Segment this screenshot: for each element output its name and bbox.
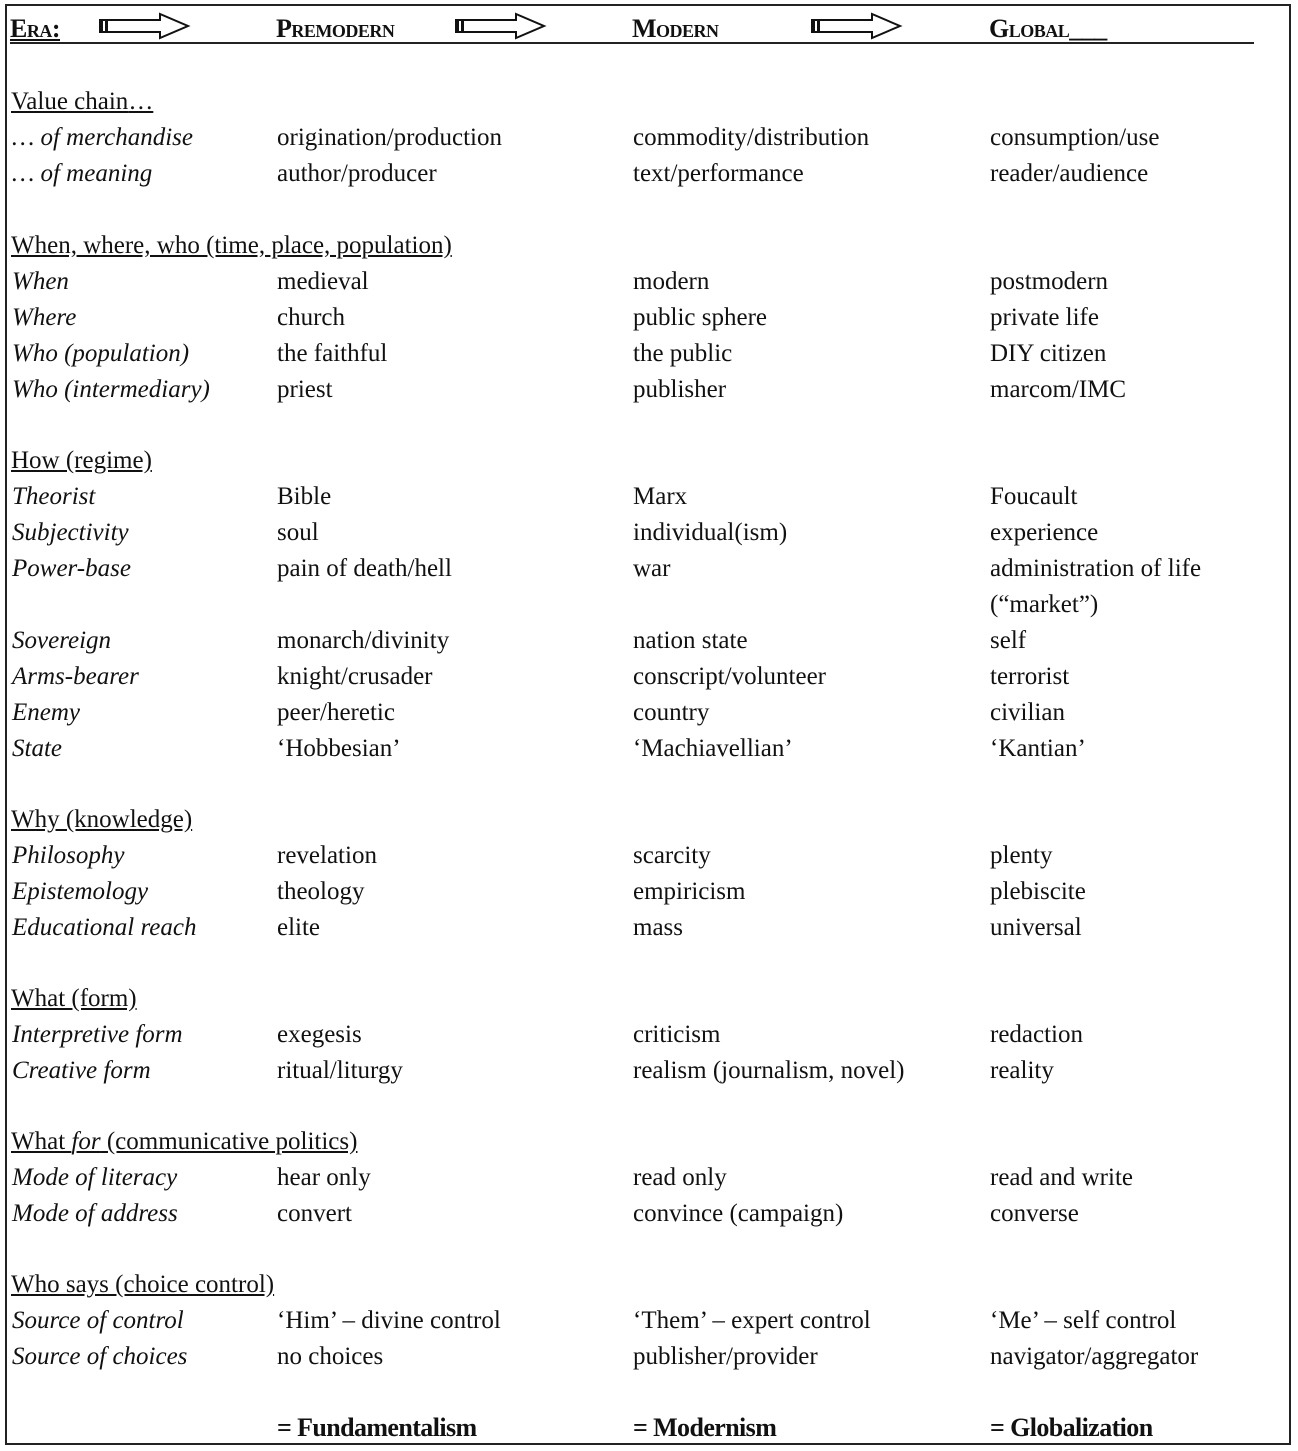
- cell-premodern: priest: [277, 376, 333, 403]
- cell-premodern: exegesis: [277, 1021, 362, 1048]
- section-title-text: (communicative politics): [100, 1128, 358, 1155]
- cell-premodern: soul: [277, 519, 319, 546]
- table-row: [12, 120, 1282, 156]
- cell-modern: Marx: [633, 483, 688, 510]
- cell-premodern: the faithful: [277, 340, 388, 367]
- cell-global: navigator/aggregator: [990, 1343, 1199, 1370]
- era-premodern: Premodern: [276, 14, 395, 43]
- section-title-emphasis: for: [71, 1128, 101, 1155]
- row-label: Educational reach: [12, 914, 197, 941]
- cell-premodern: origination/production: [277, 124, 502, 151]
- cell-global-continuation: (“market”): [990, 591, 1099, 618]
- cell-global: redaction: [990, 1021, 1084, 1048]
- cell-global: marcom/IMC: [990, 376, 1127, 403]
- cell-global: ‘Kantian’: [990, 735, 1086, 762]
- row-label: State: [12, 735, 62, 762]
- section-title-text: What: [11, 1128, 72, 1155]
- table-row: [12, 515, 1282, 551]
- row-label: … of merchandise: [12, 124, 193, 151]
- era-global: Global___: [989, 14, 1107, 43]
- table-row: [12, 1160, 1282, 1196]
- table-row: [12, 695, 1282, 731]
- table-row: [12, 1339, 1282, 1375]
- row-label: Arms-bearer: [12, 663, 139, 690]
- cell-modern: conscript/volunteer: [633, 663, 826, 690]
- table-row: [12, 156, 1282, 192]
- cell-modern: publisher/provider: [633, 1343, 818, 1370]
- cell-premodern: knight/crusader: [277, 663, 433, 690]
- table-row: [12, 623, 1282, 659]
- cell-premodern: ‘Him’ – divine control: [277, 1307, 501, 1334]
- section-title: [11, 981, 137, 1017]
- table-row: [12, 838, 1282, 874]
- cell-modern: country: [633, 699, 710, 726]
- row-label: Subjectivity: [12, 519, 129, 546]
- table-row: [12, 479, 1282, 515]
- section-title: [11, 228, 452, 264]
- row-label: Theorist: [12, 483, 96, 510]
- cell-global: plebiscite: [990, 878, 1086, 905]
- cell-modern: empiricism: [633, 878, 746, 905]
- row-label: … of meaning: [12, 160, 153, 187]
- table-row: [12, 372, 1282, 408]
- cell-global: Foucault: [990, 483, 1078, 510]
- table-row: [12, 1196, 1282, 1232]
- row-label: Enemy: [12, 699, 81, 726]
- total-premodern: = Fundamentalism: [277, 1413, 477, 1442]
- era-label: Era:: [10, 14, 60, 43]
- cell-premodern: medieval: [277, 268, 369, 295]
- cell-modern: convince (campaign): [633, 1200, 844, 1227]
- row-label: Mode of address: [12, 1200, 178, 1227]
- right-arrow-icon: [454, 12, 548, 40]
- row-label: Power-base: [12, 555, 131, 582]
- cell-modern: mass: [633, 914, 683, 941]
- cell-modern: text/performance: [633, 160, 804, 187]
- cell-modern: scarcity: [633, 842, 711, 869]
- cell-global: postmodern: [990, 268, 1109, 295]
- cell-modern: realism (journalism, novel): [633, 1057, 905, 1084]
- table-row: [12, 910, 1282, 946]
- cell-modern: commodity/distribution: [633, 124, 870, 151]
- cell-premodern: revelation: [277, 842, 377, 869]
- cell-global: experience: [990, 519, 1099, 546]
- cell-premodern: elite: [277, 914, 321, 941]
- row-label: Who (population): [12, 340, 190, 367]
- table-row: [12, 874, 1282, 910]
- cell-modern: publisher: [633, 376, 727, 403]
- row-label: Epistemology: [12, 878, 149, 905]
- table-row: [12, 659, 1282, 695]
- cell-global: DIY citizen: [990, 340, 1107, 367]
- cell-premodern: no choices: [277, 1343, 384, 1370]
- section-title-text: What (form): [11, 985, 137, 1012]
- table-row: [12, 1053, 1282, 1089]
- cell-premodern: church: [277, 304, 346, 331]
- cell-premodern: Bible: [277, 483, 332, 510]
- era-modern: Modern: [632, 14, 719, 43]
- cell-global: consumption/use: [990, 124, 1160, 151]
- cell-premodern: author/producer: [277, 160, 437, 187]
- row-label: Where: [12, 304, 77, 331]
- cell-modern: ‘Machiavellian’: [633, 735, 793, 762]
- total-global: = Globalization: [990, 1413, 1153, 1442]
- cell-global: self: [990, 627, 1027, 654]
- cell-premodern: peer/heretic: [277, 699, 395, 726]
- cell-global: universal: [990, 914, 1082, 941]
- section-title-suffix: …: [128, 88, 154, 115]
- table-row: [12, 1303, 1282, 1339]
- era-header: [10, 8, 1254, 44]
- cell-modern: ‘Them’ – expert control: [633, 1307, 871, 1334]
- row-label: Who (intermediary): [12, 376, 210, 403]
- row-label: When: [12, 268, 69, 295]
- section-title-text: How (regime): [11, 447, 152, 474]
- cell-modern: criticism: [633, 1021, 721, 1048]
- row-label: Source of choices: [12, 1343, 188, 1370]
- cell-modern: the public: [633, 340, 733, 367]
- cell-premodern: convert: [277, 1200, 352, 1227]
- cell-premodern: theology: [277, 878, 365, 905]
- section-title-text: Value chain: [11, 88, 129, 115]
- table-row-continuation: [12, 587, 1282, 623]
- cell-modern: individual(ism): [633, 519, 788, 546]
- cell-global: private life: [990, 304, 1099, 331]
- section-title: [11, 1267, 274, 1303]
- section-title-text: Why (knowledge): [11, 806, 193, 833]
- table-row: [12, 300, 1282, 336]
- cell-premodern: monarch/divinity: [277, 627, 450, 654]
- row-label: Sovereign: [12, 627, 112, 654]
- cell-modern: read only: [633, 1164, 727, 1191]
- table-row: [12, 731, 1282, 767]
- right-arrow-icon: [98, 12, 192, 40]
- section-title-text: Who says (choice control): [11, 1271, 275, 1298]
- table-row: [12, 551, 1282, 587]
- cell-global: reality: [990, 1057, 1054, 1084]
- section-title: [11, 802, 192, 838]
- cell-premodern: ritual/liturgy: [277, 1057, 403, 1084]
- section-title: [11, 84, 153, 120]
- cell-global: administration of life: [990, 555, 1202, 582]
- total-modern: = Modernism: [633, 1413, 777, 1442]
- cell-premodern: hear only: [277, 1164, 371, 1191]
- row-label: Creative form: [12, 1057, 151, 1084]
- row-label: Philosophy: [12, 842, 125, 869]
- cell-global: plenty: [990, 842, 1053, 869]
- cell-premodern: pain of death/hell: [277, 555, 452, 582]
- section-title: [11, 443, 152, 479]
- section-title-text: When, where, who (time, place, population): [11, 232, 452, 259]
- right-arrow-icon: [810, 12, 904, 40]
- cell-global: converse: [990, 1200, 1079, 1227]
- cell-global: civilian: [990, 699, 1065, 726]
- section-title: [11, 1124, 357, 1160]
- row-label: Interpretive form: [12, 1021, 183, 1048]
- cell-modern: modern: [633, 268, 710, 295]
- cell-premodern: ‘Hobbesian’: [277, 735, 401, 762]
- cell-modern: public sphere: [633, 304, 767, 331]
- table-row: [12, 336, 1282, 372]
- table-row: [12, 1017, 1282, 1053]
- table-row: [12, 264, 1282, 300]
- row-label: Mode of literacy: [12, 1164, 178, 1191]
- row-label: Source of control: [12, 1307, 184, 1334]
- cell-modern: war: [633, 555, 671, 582]
- cell-global: terrorist: [990, 663, 1070, 690]
- cell-global: reader/audience: [990, 160, 1149, 187]
- cell-global: ‘Me’ – self control: [990, 1307, 1177, 1334]
- cell-modern: nation state: [633, 627, 748, 654]
- cell-global: read and write: [990, 1164, 1133, 1191]
